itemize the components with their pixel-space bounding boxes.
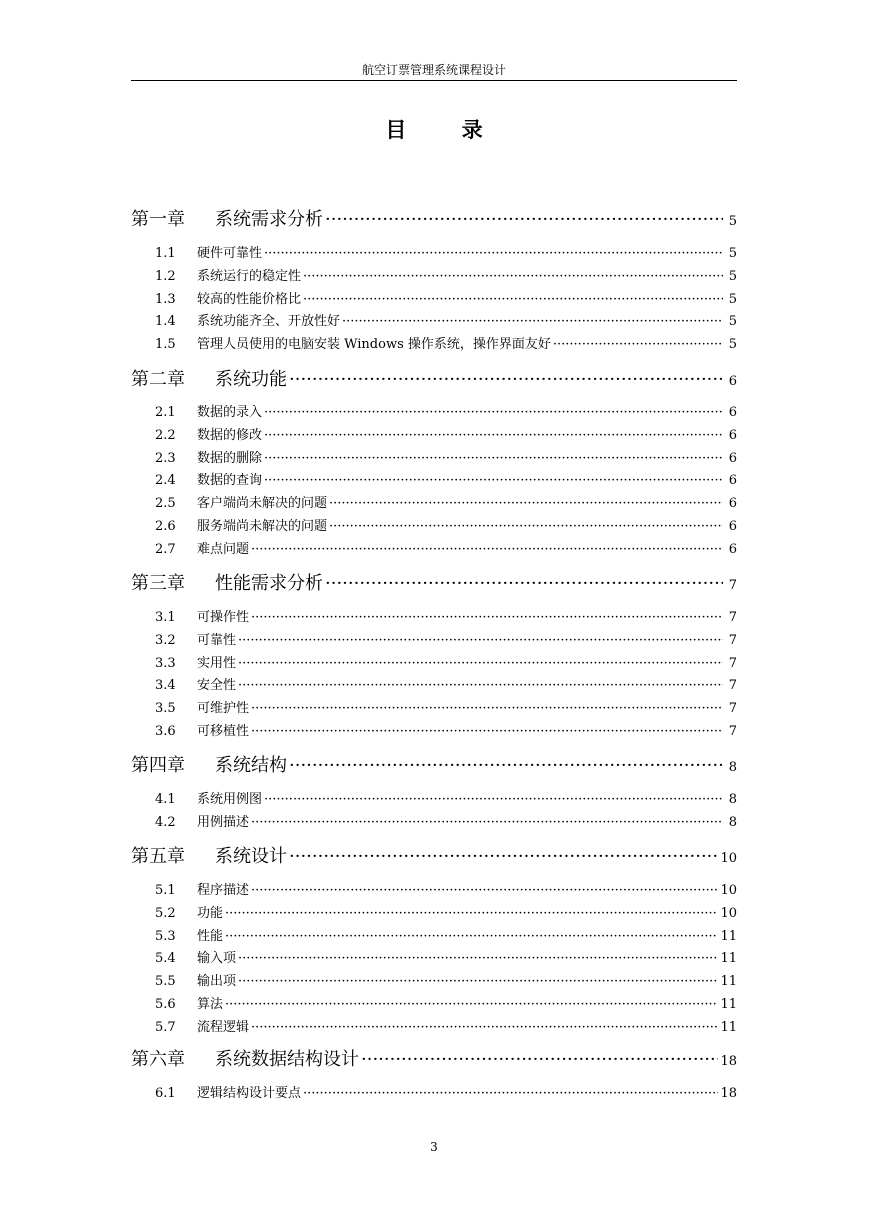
toc-chapter-row[interactable] [131,208,737,232]
dot-leader [329,518,723,536]
section-page-number: 7 [728,724,737,739]
section-number: 2.1 [155,405,176,420]
toc-section-row[interactable] [155,450,737,468]
toc-section-row[interactable] [155,245,737,263]
dot-leader [325,208,723,232]
toc-chapter-row[interactable] [131,368,737,392]
section-page-number: 11 [720,928,737,944]
dot-leader [289,754,723,778]
section-number: 2.2 [155,427,176,443]
section-page-number: 6 [728,473,737,489]
section-number: 5.1 [155,883,176,898]
page-number: 3 [430,1140,438,1154]
dot-leader [264,472,723,490]
dot-leader [329,495,723,513]
dot-leader [264,427,723,445]
section-title: 管理人员使用的电脑安装 Windows 操作系统，操作界面友好 [197,337,551,353]
chapter-title: 系统功能 [215,369,287,390]
toc-section-row[interactable] [155,336,737,354]
section-title: 服务端尚未解决的问题 [197,519,328,534]
section-title: 流程逻辑 [197,1019,250,1035]
chapter-title: 系统数据结构设计 [215,1049,359,1070]
section-title: 程序描述 [197,883,250,898]
toc-chapter-row[interactable] [131,1048,737,1072]
section-page-number: 7 [728,632,737,648]
chapter-title: 系统设计 [215,846,287,867]
dot-leader [251,723,723,741]
dot-leader [238,950,718,968]
section-title: 系统运行的稳定性 [197,268,302,284]
section-page-number: 6 [728,496,737,512]
section-number: 1.1 [155,246,176,261]
section-title: 性能 [197,928,224,944]
section-number: 3.1 [155,610,176,625]
section-number: 1.2 [155,268,176,284]
toc-chapter-row[interactable] [131,845,737,869]
section-number: 5.3 [155,928,176,944]
section-title: 可移植性 [197,724,250,739]
section-number: 5.2 [155,905,176,921]
section-number: 3.3 [155,655,176,671]
chapter-number: 第一章 [131,209,185,230]
section-page-number: 5 [728,246,737,261]
section-number: 6.1 [155,1086,176,1101]
dot-leader [251,609,723,627]
dot-leader [264,791,723,809]
section-number: 3.2 [155,632,176,648]
section-page-number: 5 [728,314,737,330]
section-page-number: 11 [720,997,737,1012]
chapter-page-number: 18 [720,1054,737,1069]
toc-section-row[interactable] [155,928,737,946]
chapter-page-number: 8 [728,760,737,775]
toc-section-row[interactable] [155,1085,737,1103]
section-title: 数据的查询 [197,473,263,489]
dot-leader [251,541,723,559]
dot-leader [264,404,723,422]
section-page-number: 18 [720,1086,737,1101]
chapter-number: 第六章 [131,1049,185,1070]
chapter-number: 第五章 [131,846,185,867]
dot-leader [264,245,723,263]
section-page-number: 8 [728,814,737,830]
dot-leader [238,632,723,650]
section-number: 1.5 [155,337,176,353]
section-title: 数据的录入 [197,405,263,420]
toc-section-row[interactable] [155,700,737,718]
dot-leader [303,291,723,309]
toc-title: 目 录 [385,117,507,142]
section-title: 数据的删除 [197,450,263,466]
section-title: 输出项 [197,974,237,990]
toc-chapter-row[interactable] [131,572,737,596]
section-title: 较高的性能价格比 [197,291,302,307]
chapter-title: 性能需求分析 [215,573,323,594]
section-page-number: 11 [720,974,737,990]
running-header: 航空订票管理系统课程设计 [361,63,506,77]
section-page-number: 5 [728,337,737,353]
section-page-number: 5 [728,268,737,284]
section-page-number: 7 [728,655,737,671]
section-number: 2.7 [155,541,176,557]
section-title: 可维护性 [197,701,250,717]
toc-section-row[interactable] [155,950,737,968]
dot-leader [238,655,723,673]
dot-leader [225,905,718,923]
toc-section-row[interactable] [155,996,737,1014]
section-number: 2.5 [155,496,176,512]
dot-leader [225,996,718,1014]
toc-section-row[interactable] [155,905,737,923]
section-page-number: 6 [728,450,737,466]
section-number: 2.4 [155,473,176,489]
section-title: 系统功能齐全、开放性好 [197,314,341,330]
section-title: 逻辑结构设计要点 [197,1086,302,1101]
section-number: 1.3 [155,291,176,307]
toc-section-row[interactable] [155,609,737,627]
section-number: 4.1 [155,792,176,807]
section-page-number: 7 [728,678,737,694]
dot-leader [225,928,718,946]
section-page-number: 6 [728,541,737,557]
chapter-number: 第二章 [131,369,185,390]
section-page-number: 6 [728,427,737,443]
section-title: 可靠性 [197,632,237,648]
section-title: 实用性 [197,655,237,671]
dot-leader [342,313,723,331]
toc-section-row[interactable] [155,495,737,513]
chapter-title: 系统结构 [215,755,287,776]
toc-section-row[interactable] [155,973,737,991]
dot-leader [264,450,723,468]
dot-leader [303,268,723,286]
section-title: 可操作性 [197,610,250,625]
toc-section-row[interactable] [155,632,737,650]
section-page-number: 7 [728,701,737,717]
toc-section-row[interactable] [155,882,737,900]
toc-section-row[interactable] [155,541,737,559]
section-title: 安全性 [197,678,237,694]
section-number: 4.2 [155,814,176,830]
section-number: 3.4 [155,678,176,694]
toc-section-row[interactable] [155,313,737,331]
section-title: 难点问题 [197,541,250,557]
section-page-number: 8 [728,792,737,807]
section-title: 数据的修改 [197,427,263,443]
toc-section-row[interactable] [155,404,737,422]
section-title: 功能 [197,905,224,921]
section-title: 系统用例图 [197,792,263,807]
chapter-number: 第三章 [131,573,185,594]
dot-leader [361,1048,718,1072]
dot-leader [251,700,723,718]
toc-section-row[interactable] [155,427,737,445]
dot-leader [325,572,723,596]
section-number: 5.5 [155,974,176,990]
section-title: 客户端尚未解决的问题 [197,496,328,512]
section-title: 用例描述 [197,814,250,830]
dot-leader [289,845,718,869]
section-page-number: 5 [728,291,737,307]
section-number: 5.4 [155,951,176,967]
section-number: 3.5 [155,701,176,717]
dot-leader [251,882,718,900]
section-number: 1.4 [155,314,176,330]
section-page-number: 11 [720,951,737,967]
chapter-number: 第四章 [131,755,185,776]
section-page-number: 7 [728,610,737,625]
toc-section-row[interactable] [155,655,737,673]
chapter-page-number: 7 [728,578,737,593]
section-page-number: 6 [728,519,737,534]
toc-chapter-row[interactable] [131,754,737,778]
section-number: 2.6 [155,519,176,534]
dot-leader [289,368,723,392]
section-page-number: 10 [720,883,737,898]
dot-leader [553,336,723,354]
toc-section-row[interactable] [155,723,737,741]
section-title: 硬件可靠性 [197,246,263,261]
chapter-page-number: 6 [728,374,737,389]
toc-section-row[interactable] [155,677,737,695]
toc-section-row[interactable] [155,268,737,286]
chapter-page-number: 5 [728,214,737,229]
chapter-title: 系统需求分析 [215,209,323,230]
section-title: 算法 [197,997,224,1012]
toc-section-row[interactable] [155,518,737,536]
section-number: 3.6 [155,724,176,739]
dot-leader [251,814,723,832]
section-number: 2.3 [155,450,176,466]
dot-leader [238,973,718,991]
toc-section-row[interactable] [155,791,737,809]
chapter-page-number: 10 [720,851,737,866]
toc-section-row[interactable] [155,814,737,832]
toc-section-row[interactable] [155,1019,737,1037]
toc-section-row[interactable] [155,472,737,490]
dot-leader [238,677,723,695]
section-page-number: 11 [720,1019,737,1035]
dot-leader [303,1085,718,1103]
section-number: 5.7 [155,1019,176,1035]
section-page-number: 6 [728,405,737,420]
header-rule [131,80,737,81]
toc-section-row[interactable] [155,291,737,309]
section-page-number: 10 [720,905,737,921]
section-number: 5.6 [155,997,176,1012]
section-title: 输入项 [197,951,237,967]
dot-leader [251,1019,718,1037]
